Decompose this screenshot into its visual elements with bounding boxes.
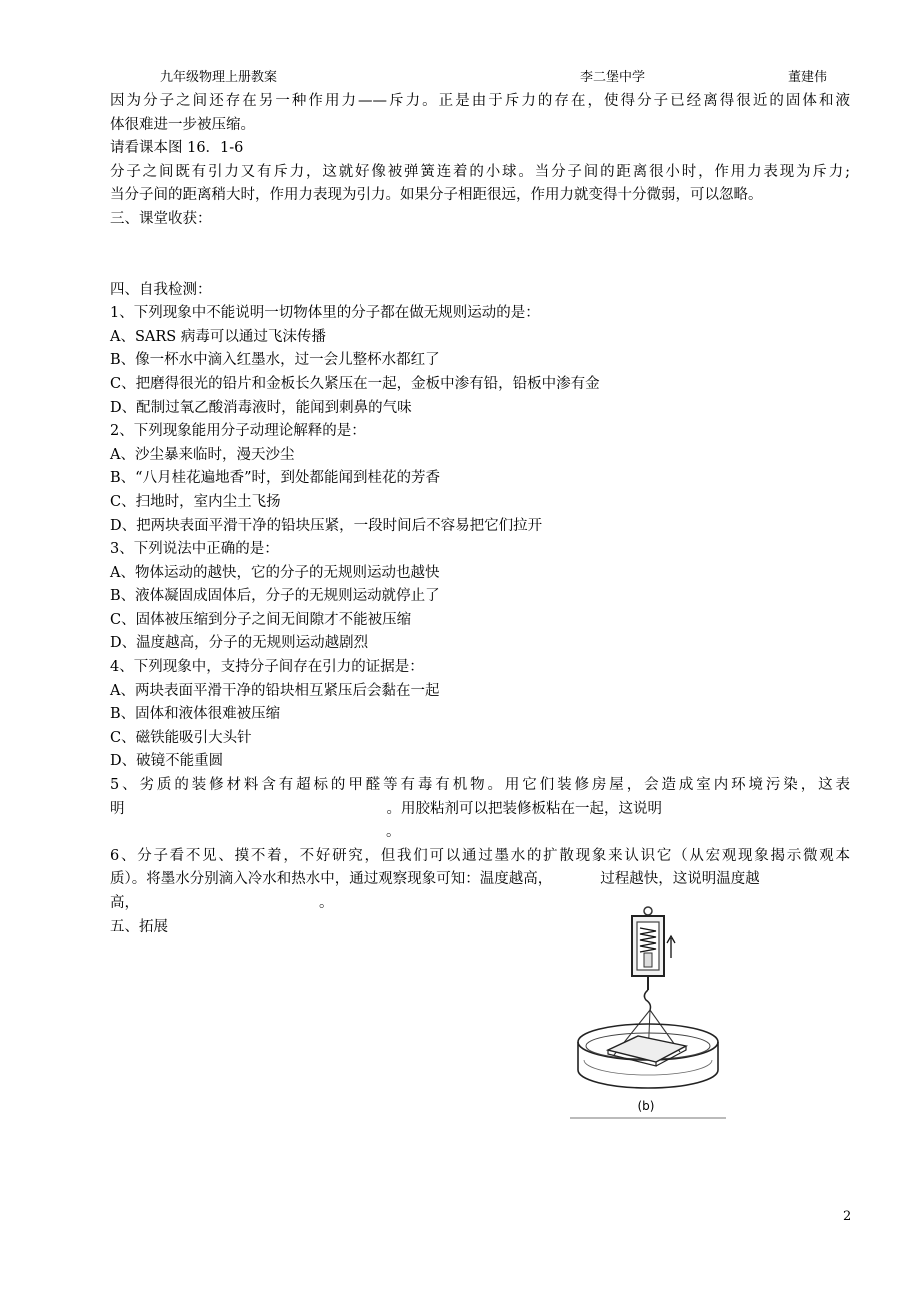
question-stem: 6、分子看不见、摸不着，不好研究，但我们可以通过墨水的扩散现象来认识它（从宏观现象揭示微观本 (110, 847, 850, 864)
paragraph-line: 当分子间的距离稍大时，作用力表现为引力。如果分子相距很远，作用力就变得十分微弱，可以忽略。 (110, 187, 763, 204)
dish-base (578, 1070, 718, 1088)
question-stem: 5、劣质的装修材料含有超标的甲醛等有毒有机物。用它们装修房屋，会造成室内环境污染，这表 (110, 777, 850, 794)
paragraph-line: 分子之间既有引力又有斥力，这就好像被弹簧连着的小球。当分子间的距离很小时，作用力表现为斥力; (110, 163, 850, 180)
text-fragment: 高， (110, 895, 139, 911)
question-line (110, 868, 850, 892)
question-stem: 4、下列现象中，支持分子间存在引力的证据是： (110, 659, 424, 676)
section-heading: 五、拓展 (110, 918, 168, 935)
spring-scale-figure (568, 900, 728, 1120)
paragraph-line: 因为分子之间还存在另一种作用力——斥力。正是由于斥力的存在，使得分子已经离得很近的固体和液 (110, 93, 850, 109)
bottom-hook (644, 990, 650, 1010)
paragraph-line: 体很难进一步被压缩。 (110, 116, 255, 133)
blank-space (110, 232, 850, 279)
document-body (110, 90, 850, 939)
question-option: A、两块表面平滑干净的铅块相互紧压后会黏在一起 (110, 682, 440, 699)
question-stem: 2、下列现象能用分子动理论解释的是： (110, 423, 366, 440)
question-option: A、SARS 病毒可以通过飞沫传播 (110, 328, 326, 345)
question-option: C、磁铁能吸引大头针 (110, 729, 252, 746)
question-option: B、固体和液体很难被压缩 (110, 706, 281, 723)
question-line (110, 798, 850, 822)
answer-blank-end: 。 (386, 824, 401, 841)
header-school: 李二堡中学 (580, 70, 646, 85)
top-ring (644, 907, 652, 915)
header-left: 九年级物理上册教案 (160, 70, 278, 85)
question-option: C、扫地时，室内尘土飞扬 (110, 493, 281, 510)
question-option: D、破镜不能重圆 (110, 753, 224, 770)
question-option: D、把两块表面平滑干净的铅块压紧，一段时间后不容易把它们拉开 (110, 517, 543, 534)
question-option: B、像一杯水中滴入红墨水，过一会儿整杯水都红了 (110, 352, 440, 369)
question-option: A、沙尘暴来临时，漫天沙尘 (110, 446, 295, 463)
question-option: D、配制过氧乙酸消毒液时，能闻到刺鼻的气味 (110, 399, 412, 416)
text-fragment: 。 (319, 895, 334, 911)
page-number: 2 (843, 1209, 852, 1224)
header-author: 董建伟 (788, 70, 828, 85)
text-fragment: 过程越快，这说明温度越 (600, 871, 760, 888)
question-option: C、固体被压缩到分子之间无间隙才不能被压缩 (110, 611, 412, 628)
question-stem: 1、下列现象中不能说明一切物体里的分子都在做无规则运动的是： (110, 305, 540, 322)
text-fragment: 明 (110, 800, 125, 817)
question-option: B、“八月桂花遍地香”时，到处都能闻到桂花的芳香 (110, 470, 440, 487)
text-fragment: 。用胶粘剂可以把装修板粘在一起，这说明 (386, 800, 662, 817)
water-line (584, 1060, 712, 1075)
text-fragment: 质）。将墨水分别滴入冷水和热水中，通过观察现象可知：温度越高， (110, 871, 553, 888)
indicator (644, 953, 652, 967)
paragraph-line: 请看课本图 16．1-6 (110, 140, 244, 157)
question-line (110, 892, 850, 916)
question-stem: 3、下列说法中正确的是： (110, 541, 279, 558)
section-heading: 四、自我检测： (110, 281, 212, 298)
question-option: A、物体运动的越快，它的分子的无规则运动也越快 (110, 564, 440, 581)
section-heading: 三、课堂收获： (110, 210, 212, 227)
question-option: B、液体凝固成固体后，分子的无规则运动就停止了 (110, 588, 440, 605)
question-option: C、把磨得很光的铅片和金板长久紧压在一起，金板中渗有铅，铅板中渗有金 (110, 375, 600, 392)
figure-caption: (b) (637, 1099, 655, 1113)
question-option: D、温度越高，分子的无规则运动越剧烈 (110, 635, 369, 652)
